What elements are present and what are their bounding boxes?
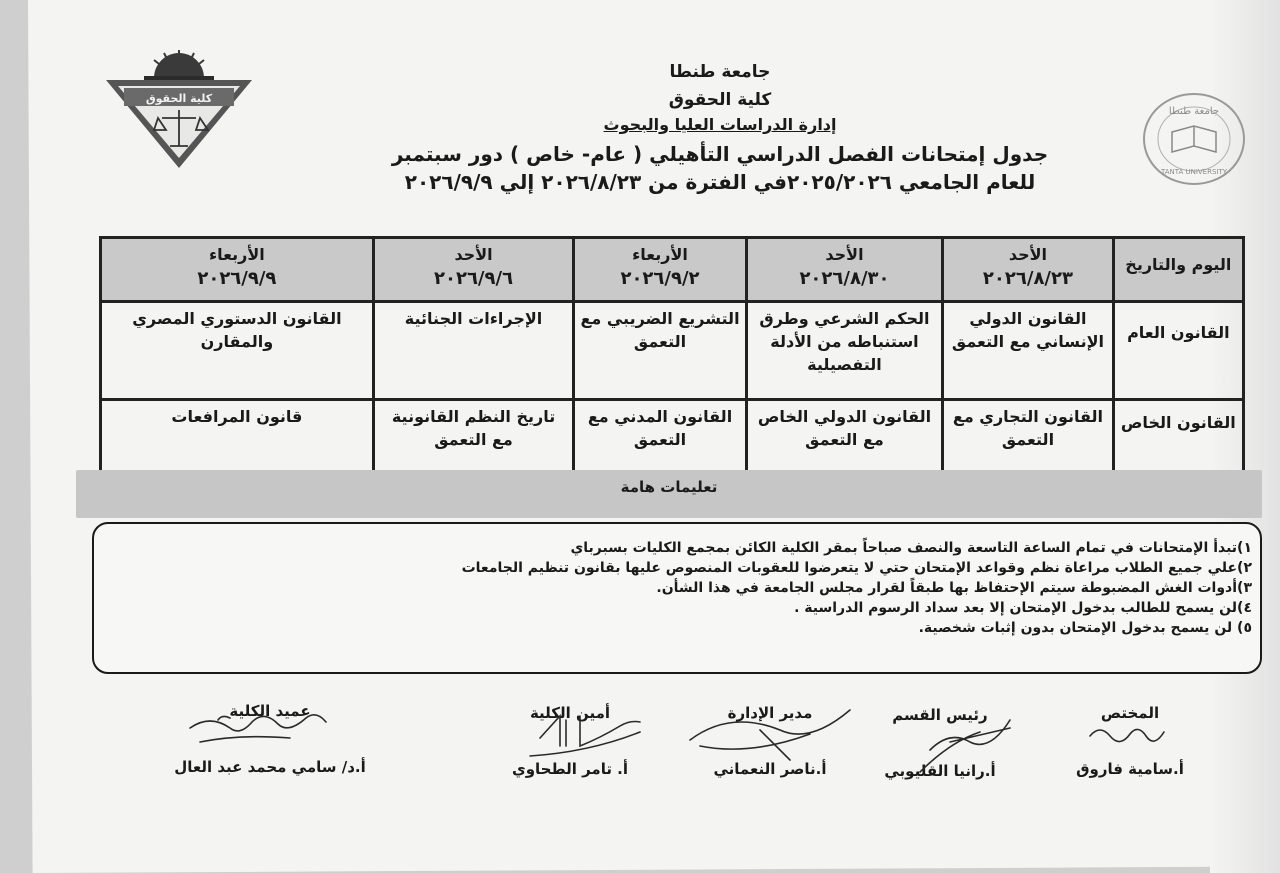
signature-name: أ. تامر الطحاوي [511,760,629,778]
table-cell: قانون المرافعات [101,400,374,472]
list-item: ٢)علي جميع الطلاب مراعاة نظم وقواعد الإمتحان حتي لا يتعرضوا للعقوبات المنصوص عليها بقانون تنظيم الجامعات [461,560,1252,576]
signature-scribble [920,720,1010,772]
signature-role: عميد الكلية [229,702,311,720]
signature-name: أ.ناصر النعماني [713,760,827,778]
notes-title: تعليمات هامة [620,478,718,496]
faculty-of-law-logo [104,46,254,171]
table-cell: القانون التجاري مع التعمق [943,400,1113,472]
column-header: الأربعاء ٢٠٢٦/٩/٩ [101,238,374,302]
signature-name: أ.د/ سامي محمد عبد العال [174,758,366,776]
table-cell: الإجراءات الجنائية [373,302,574,400]
table-cell: التشريع الضريبي مع التعمق [574,302,746,400]
tanta-university-logo [1142,92,1246,186]
column-header: الأحد ٢٠٢٦/٨/٢٣ [943,238,1113,302]
signature-scribble [530,716,640,756]
row-label: القانون الخاص [1113,400,1243,472]
schedule-title: جدول إمتحانات الفصل الدراسي التأهيلي ( عام- خاص ) دور سبتمبر [391,142,1049,166]
exam-schedule-table [99,236,1245,473]
signature-scribble [1090,729,1164,741]
signature-name: أ.سامية فاروق [1076,760,1184,778]
table-cell: القانون الدولي الخاص مع التعمق [746,400,943,472]
logo-left-text: كلية الحقوق [145,92,213,105]
signature-role: مدير الإدارة [727,704,813,722]
logo-right-english: TANTA UNIVERSITY [1160,168,1228,176]
table-cell: تاريخ النظم القانونية مع التعمق [373,400,574,472]
faculty-name: كلية الحقوق [668,90,772,110]
schedule-subtitle: للعام الجامعي ٢٠٢٥/٢٠٢٦في الفترة من ٢٠٢٦/٨/٢٣ إلي ٢٠٢٦/٩/٩ [404,170,1036,194]
table-cell: القانون الدولي الإنساني مع التعمق [943,302,1113,400]
list-item: ٥) لن يسمح بدخول الإمتحان بدون إثبات شخصية. [918,620,1252,636]
corner-cell: اليوم والتاريخ [1113,238,1243,302]
table-cell: الحكم الشرعي وطرق استنباطه من الأدلة التفصيلية [746,302,943,400]
list-item: ٤)لن يسمح للطالب بدخول الإمتحان إلا بعد سداد الرسوم الدراسية . [794,600,1252,616]
signature-scribble [190,715,326,742]
column-header: الأحد ٢٠٢٦/٨/٣٠ [746,238,943,302]
logo-right-arabic: جامعة طنطا [1168,106,1220,117]
handwritten-signatures [0,690,1280,800]
row-label: القانون العام [1113,302,1243,400]
signature-scribble [690,710,850,760]
table-cell: القانون الدستوري المصري والمقارن [101,302,374,400]
university-name: جامعة طنطا [669,62,771,82]
column-header: الأربعاء ٢٠٢٦/٩/٢ [574,238,746,302]
signature-role: رئيس القسم [892,706,988,724]
notes-list [152,538,1252,638]
signature-role: أمين الكلية [529,704,611,722]
table-cell: القانون المدني مع التعمق [574,400,746,472]
list-item: ١)تبدأ الإمتحانات في تمام الساعة التاسعة والنصف صباحاً بمقر الكلية الكائن بمجمع الكليات بسبرباي [570,540,1252,556]
table-header-row [101,238,1244,302]
table-row [101,302,1244,400]
department-name: إدارة الدراسات العليا والبحوث [603,115,837,134]
signature-role: المختص [1100,704,1160,722]
list-item: ٣)أدوات الغش المضبوطة سيتم الإحتفاظ بها طبقاً لقرار مجلس الجامعة في هذا الشأن. [656,580,1252,596]
signature-name: أ.رانيا القليوبي [884,762,996,780]
column-header: الأحد ٢٠٢٦/٩/٦ [373,238,574,302]
table-row [101,400,1244,472]
